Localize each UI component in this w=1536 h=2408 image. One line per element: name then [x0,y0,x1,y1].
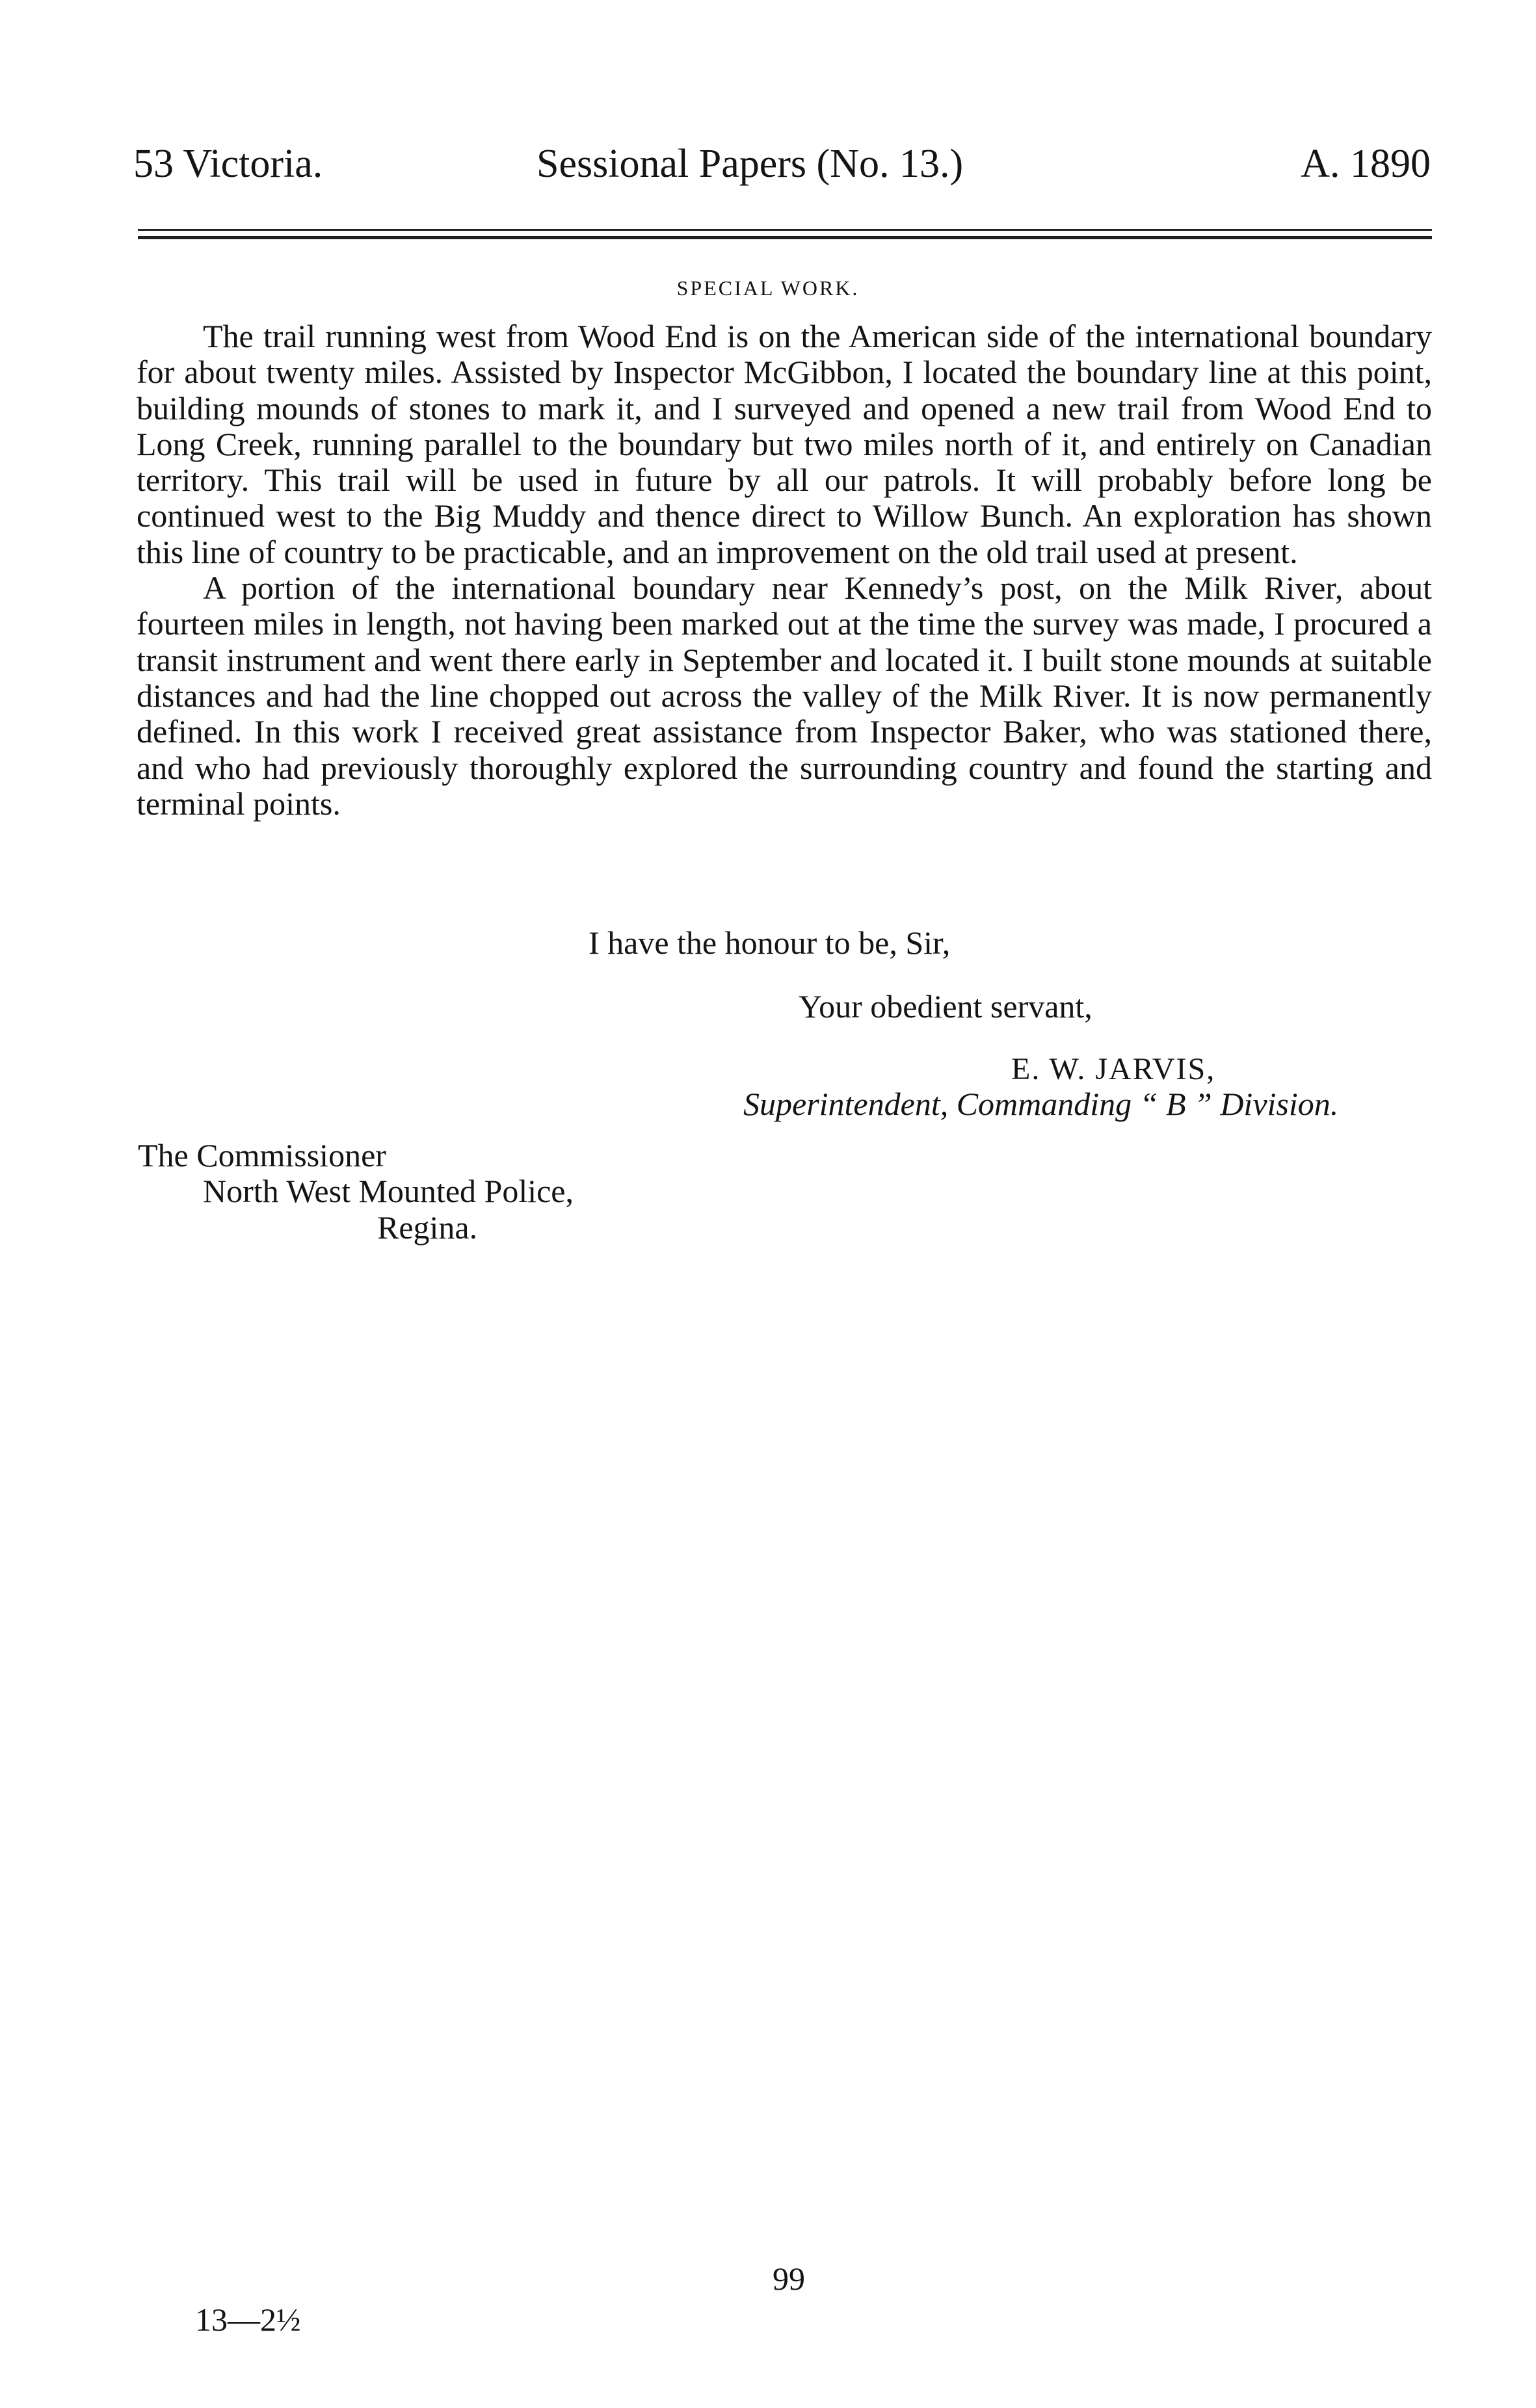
paragraph-boundary: A portion of the international boundary near Kennedy’s post, on the Milk River, about fourteen miles in length, not having been marked out at the time the survey was made, I procured a transit instrument and went there early in September and located it. I built stone mounds at suitable distances and had the line chopped out across the valley of the Milk River. It is now permanently defined. In this work I received great assistance from Inspector Baker, who was stationed there, and who had previously thoroughly explored the surrounding country and found the starting and terminal points. [137,569,1432,822]
paragraph-trail: The trail running west from Wood End is on the American side of the international boundary for about twenty miles. Assisted by Inspector McGibbon, I located the boundary line at this point, building mounds of stones to mark it, and I surveyed and opened a new trail from Wood End to Long Creek, running parallel to the boundary but two miles north of it, and entirely on Canadian territory. This trail will be used in future by all our patrols. It will probably before long be continued west to the Big Muddy and thence direct to Willow Bunch. An exploration has shown this line of country to be practicable, and an improvement on the old trail used at present. [137,318,1432,570]
signature-name: E. W. JARVIS, [1011,1052,1216,1086]
addressee-line-2: North West Mounted Police, [203,1173,574,1209]
header-year: A. 1890 [1301,142,1431,186]
running-header [133,138,1431,190]
printer-signature-mark: 13—2½ [195,2301,301,2338]
addressee-line-3: Regina. [377,1209,478,1246]
page-number: 99 [773,2260,805,2297]
header-rule-thick [138,236,1432,239]
header-title: Sessional Papers (No. 13.) [536,142,964,186]
addressee-line-1: The Commissioner [138,1137,386,1173]
section-title: SPECIAL WORK. [676,276,860,300]
closing-line-honour: I have the honour to be, Sir, [589,924,951,961]
header-rule-thin [138,229,1432,231]
report-body [137,319,1432,822]
header-volume: 53 Victoria. [133,142,323,186]
closing-line-servant: Your obedient servant, [799,988,1092,1025]
signature-title: Superintendent, Commanding “ B ” Division. [743,1086,1339,1122]
